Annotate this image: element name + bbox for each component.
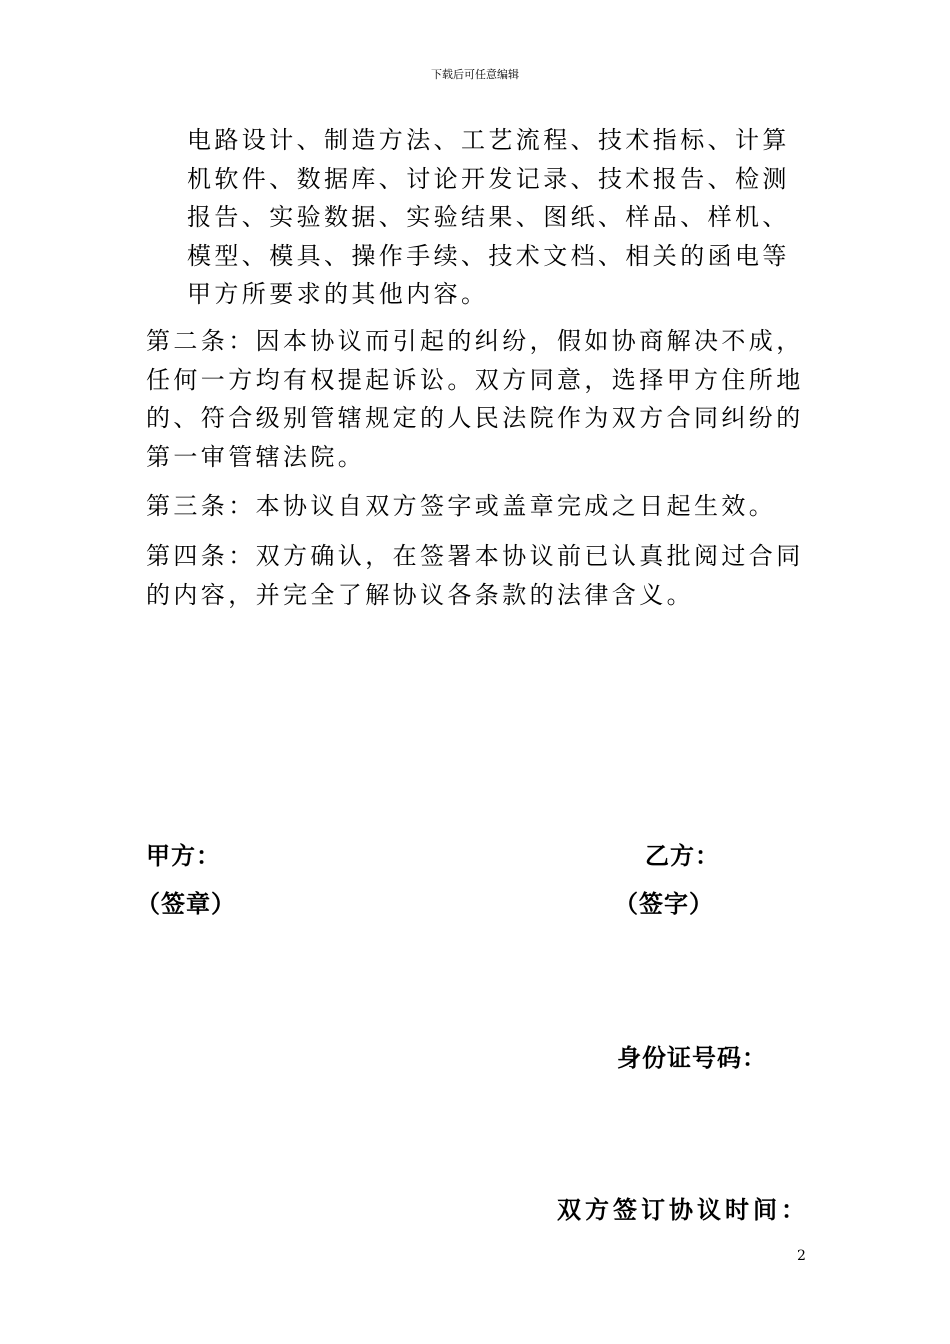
- continued-paragraph: 电路设计、制造方法、工艺流程、技术指标、计算机软件、数据库、讨论开发记录、技术报告、检测报告、实验数据、实验结果、图纸、样品、样机、模型、模具、操作手续、技术文档、相关的函电等甲方所要求的其他内容。: [187, 126, 790, 308]
- article-2: 第二条：因本协议而引起的纠纷，假如协商解决不成，任何一方均有权提起诉讼。双方同意，选择甲方住所地的、符合级别管辖规定的人民法院作为双方合同纠纷的第一审管辖法院。: [146, 327, 804, 471]
- article-4: 第四条：双方确认，在签署本协议前已认真批阅过合同的内容，并完全了解协议各条款的法律含义。: [146, 542, 804, 609]
- party-b-sign-note: （签字）: [614, 889, 714, 918]
- party-a-sign-note: （签章）: [136, 889, 236, 918]
- page-number: 2: [797, 1248, 806, 1264]
- sign-date-label: 双方签订协议时间：: [557, 1195, 809, 1224]
- page-header: 下载后可任意编辑: [431, 68, 519, 81]
- party-a-label: 甲方：: [146, 841, 221, 870]
- party-b-label: 乙方：: [645, 841, 720, 870]
- article-3: 第三条：本协议自双方签字或盖章完成之日起生效。: [146, 492, 777, 520]
- id-number-label: 身份证号码：: [617, 1043, 767, 1072]
